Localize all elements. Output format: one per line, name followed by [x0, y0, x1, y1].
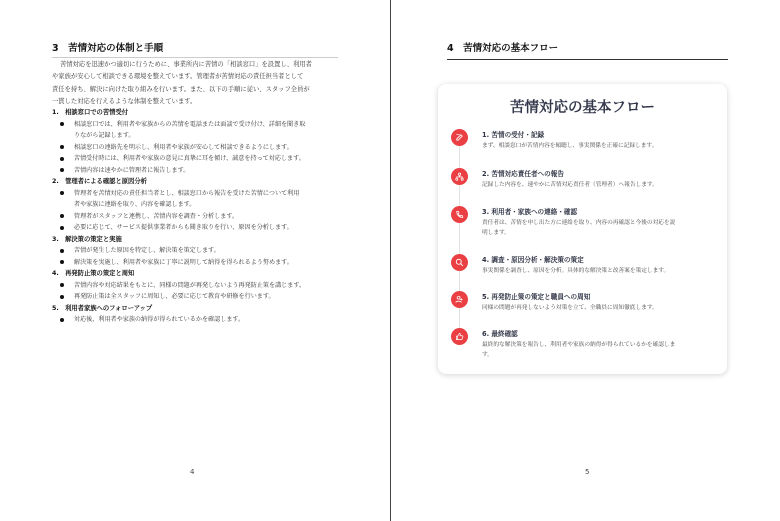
bullet-item	[52, 257, 338, 269]
step-description	[482, 218, 719, 238]
flow-card	[438, 84, 727, 374]
step-description	[482, 266, 719, 276]
intro-line: 責任を持ち、解決に向けた取り組みを行います。また、以下の手順に従い、スタッフ全員が	[52, 85, 310, 93]
section-title: 3 苦情対応の体制と手順	[52, 43, 164, 54]
step-title: 5. 再発防止策の策定と職員への周知	[482, 293, 591, 301]
bullet-item	[52, 142, 338, 154]
bullet-item	[52, 222, 338, 234]
step-title: 1. 苦情の受付・記録	[482, 131, 545, 139]
step-desc-line: 記録した内容を、速やかに苦情対応責任者（管理者）へ報告します。	[482, 182, 658, 188]
bullet-item	[52, 280, 338, 292]
step-title: 3. 利用者・家族への連絡・確認	[482, 208, 578, 216]
step-description	[482, 303, 719, 313]
step-description	[482, 141, 719, 151]
bullet-text: 相談窓口では、利用者や家族からの苦情を電話または面談で受け付け、詳細を聞き取	[74, 120, 306, 128]
bullet-text: 管理者がスタッフと連携し、苦情内容を調査・分析します。	[74, 212, 239, 220]
step-desc-line: す。	[482, 352, 493, 358]
step-desc-line: 最終的な解決策を報告し、利用者や家族の納得が得られているかを確認しま	[482, 342, 676, 348]
bullet-text: 再発防止策は全スタッフに周知し、必要に応じて教育や研修を行います。	[74, 293, 275, 300]
bullet-text: りながら記録します。	[74, 132, 135, 139]
bullet-text: 対応後、利用者や家族の納得が得られているかを確認します。	[74, 316, 245, 323]
section-rule	[447, 59, 728, 60]
bullet-text: 者や家族に連絡を取り、内容を確認します。	[74, 201, 196, 208]
bullet-text: 苦情が発生した原因を特定し、解決策を策定します。	[74, 247, 220, 254]
thumbs-up-icon	[451, 328, 468, 345]
phone-icon	[451, 206, 468, 223]
section-title: 4 苦情対応の基本フロー	[447, 43, 559, 54]
bullet-text: 相談窓口の連絡先を明示し、利用者や家族が安心して相談できるようにします。	[74, 143, 293, 151]
outline-heading: 5. 利用者家族へのフォローアップ	[52, 304, 153, 312]
intro-paragraph	[52, 57, 338, 109]
bullet-item	[52, 188, 338, 211]
bullet-item	[52, 119, 338, 142]
procedure-outline	[52, 107, 338, 326]
step-desc-line: 事実関係を調査し、原因を分析。具体的な解決策と改善案を策定します。	[482, 268, 670, 274]
bullet-text: 苦情内容は速やかに管理者に報告します。	[74, 166, 190, 174]
bullet-text: 苦情受付時には、利用者や家族の意見に真摯に耳を傾け、誠意を持って対応します。	[74, 155, 305, 162]
bullet-item	[52, 245, 338, 257]
bullet-item	[52, 165, 338, 177]
network-icon	[451, 168, 468, 185]
step-title: 4. 調査・原因分析・解決策の策定	[482, 256, 584, 264]
outline-heading: 1. 相談窓口での苦情受付	[52, 109, 129, 116]
bullet-text: 苦情内容や対応結果をもとに、同様の問題が再発しないよう再発防止策を講じます。	[74, 281, 306, 289]
step-desc-line: 同様の問題が再発しないよう対策を立て、全職員に周知徹底します。	[482, 305, 658, 311]
outline-heading: 4. 再発防止策の策定と周知	[52, 270, 135, 277]
intro-line: 一貫した対応を行えるような体制を整えています。	[52, 98, 197, 106]
bullet-item	[52, 314, 338, 326]
page-5	[391, 0, 780, 521]
step-desc-line: まず、相談窓口が苦情内容を傾聴し、事実関係を正確に記録します。	[482, 143, 658, 149]
bullet-text: 管理者を苦情対応の責任担当者とし、相談窓口から報告を受けた苦情について利用	[74, 189, 300, 197]
step-desc-line: 責任者は、苦情を申し出た方に連絡を取り、内容の再確認と今後の対応を説	[482, 220, 676, 226]
search-icon	[451, 254, 468, 271]
page-number: 5	[585, 468, 590, 476]
step-description	[482, 340, 719, 360]
intro-line: 苦情対応を迅速かつ適切に行うために、事業所内に苦情の「相談窓口」を設置し、利用者	[60, 61, 312, 68]
bullet-item	[52, 211, 338, 223]
intro-line: や家族が安心して相談できる環境を整えています。管理者が苦情対応の責任担当者として	[52, 73, 304, 81]
bullet-item	[52, 153, 338, 165]
card-title: 苦情対応の基本フロー	[510, 100, 655, 116]
bullet-text: 必要に応じて、サービス提供事業者からも聞き取りを行い、原因を分析します。	[74, 224, 293, 231]
step-desc-line: 明します。	[482, 230, 510, 236]
page-number: 4	[190, 468, 195, 476]
outline-heading: 3. 解決策の策定と実施	[52, 235, 122, 243]
step-description	[482, 180, 719, 190]
users-icon	[451, 291, 468, 308]
step-title: 2. 苦情対応責任者への報告	[482, 170, 564, 178]
outline-heading: 2. 管理者による確認と原因分析	[52, 178, 147, 185]
bullet-item	[52, 291, 338, 303]
bullet-text: 解決策を実施し、利用者や家族に丁寧に説明して納得を得られるよう努めます。	[74, 258, 293, 266]
edit-icon	[451, 129, 468, 146]
step-title: 6. 最終確認	[482, 330, 518, 338]
